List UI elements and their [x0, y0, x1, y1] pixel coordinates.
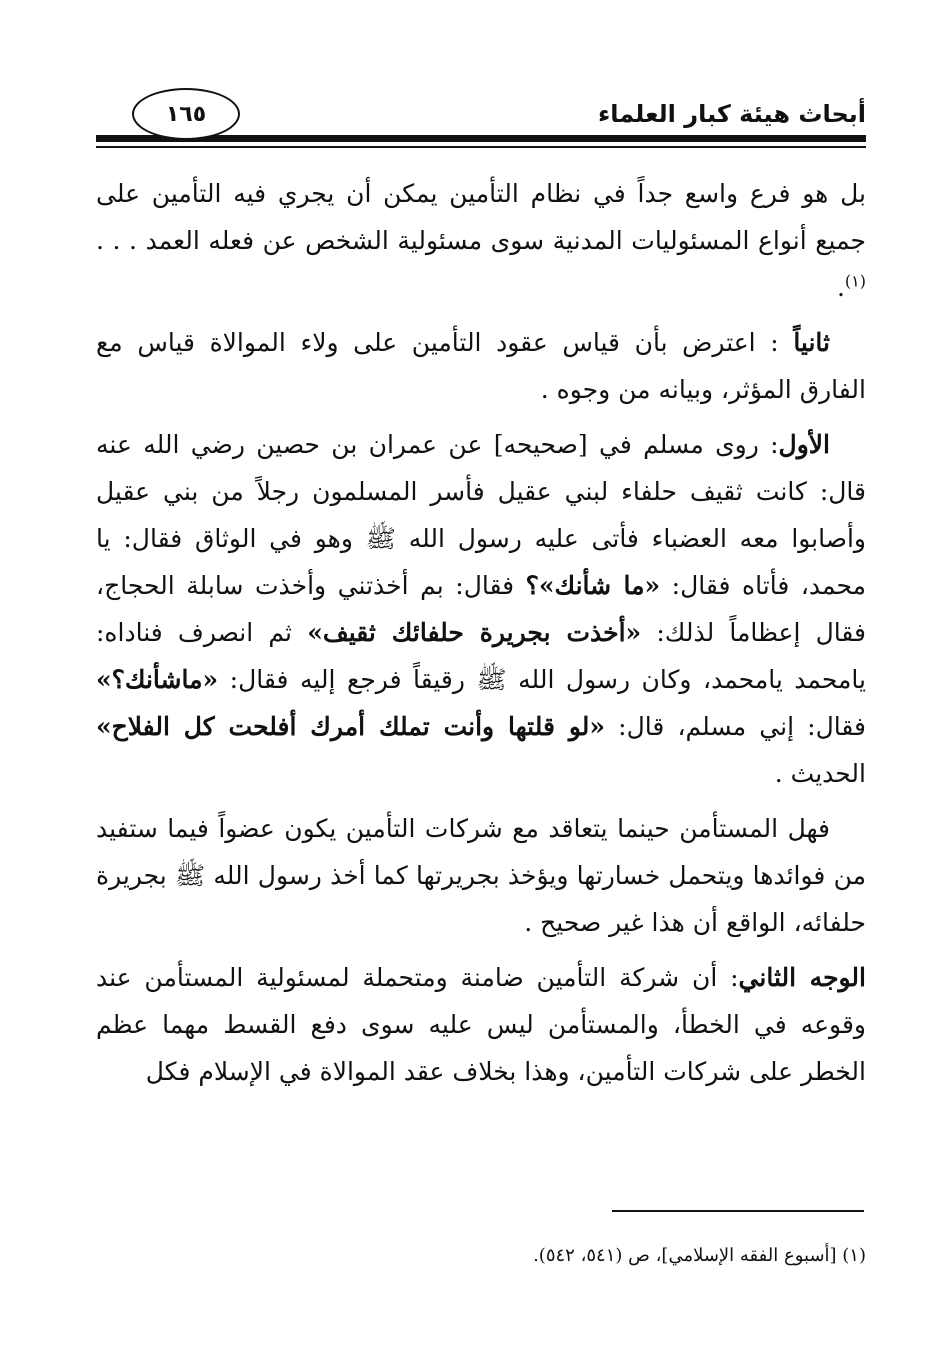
paragraph-3: [96, 421, 866, 797]
paragraph-5-text: : أن شركة التأمين ضامنة ومتحملة لمسئولية المستأمن عند وقوعه في الخطأ، والمستأمن ليس عليه سوى دفع القسط مهما عظم الخطر على شركات التأمين، وهذا بخلاف عقد الموالاة في الإسلام فكل: [96, 963, 866, 1086]
hadith-quote-2: «أخذت بجريرة حلفائك ثقيف»: [307, 618, 642, 647]
paragraph-1-end: .: [836, 273, 845, 302]
hadith-quote-1: «ما شأنك»؟: [525, 571, 661, 600]
running-title: أبحاث هيئة كبار العلماء: [597, 100, 866, 128]
paragraph-4-text: فهل المستأمن حينما يتعاقد مع شركات التأمين يكون عضواً فيما ستفيد من فوائدها ويتحمل خسارتها ويؤخذ بجريرتها كما أخذ رسول الله ﷺ بجريرة حلفائه، الواقع أن هذا غير صحيح .: [96, 814, 866, 937]
paragraph-2-text: : اعترض بأن قياس عقود التأمين على ولاء الموالاة قياس مع الفارق المؤثر، وبيانه من وجوه .: [96, 328, 866, 404]
paragraph-5: [96, 954, 866, 1095]
paragraph-5-lead: الوجه الثاني: [738, 963, 866, 992]
page-number-oval: [132, 88, 240, 140]
paragraph-3-part-e: الحديث .: [774, 759, 866, 788]
paragraph-2: [96, 319, 866, 413]
page-header: [96, 88, 866, 158]
hadith-quote-3: «ماشأنك؟»: [96, 665, 219, 694]
page-number: ١٦٥: [165, 101, 207, 127]
footnote-separator: [612, 1210, 864, 1212]
header-rule-thin: [96, 146, 866, 148]
paragraph-3-lead: الأول: [778, 430, 830, 459]
paragraph-1-text: بل هو فرع واسع جداً في نظام التأمين يمكن أن يجري فيه التأمين على جميع أنواع المسئوليات المدنية سوى مسئولية الشخص عن فعله العمد . . .: [96, 179, 866, 255]
footnote-ref: (١): [844, 271, 866, 291]
body-text: [96, 170, 866, 1103]
paragraph-3-part-b: فقال: بم أخذتني وأخذت سابلة الحجاج، فقال إعظاماً لذلك:: [96, 571, 866, 647]
paragraph-1: [96, 170, 866, 311]
paragraph-2-lead: ثانياً: [793, 328, 831, 357]
hadith-quote-4: «لو قلتها وأنت تملك أمرك أفلحت كل الفلاح»: [96, 712, 606, 741]
paragraph-4: [96, 805, 866, 946]
paragraph-3-part-a: : روى مسلم في [صحيحه] عن عمران بن حصين رضي الله عنه قال: كانت ثقيف حلفاء لبني عقيل فأسر المسلمون رجلاً من بني عقيل وأصابوا معه العضباء فأتى عليه رسول الله ﷺ وهو في الوثاق فقال: يا محمد، فأتاه فقال:: [96, 430, 867, 600]
paragraph-3-part-c: ثم انصرف فناداه: يامحمد يامحمد، وكان رسول الله ﷺ رقيقاً فرجع إليه فقال:: [96, 618, 866, 694]
paragraph-3-part-d: فقال: إني مسلم، قال:: [605, 712, 866, 741]
footnote: (١) [أسبوع الفقه الإسلامي]، ص (٥٤١، ٥٤٢).: [533, 1245, 866, 1266]
